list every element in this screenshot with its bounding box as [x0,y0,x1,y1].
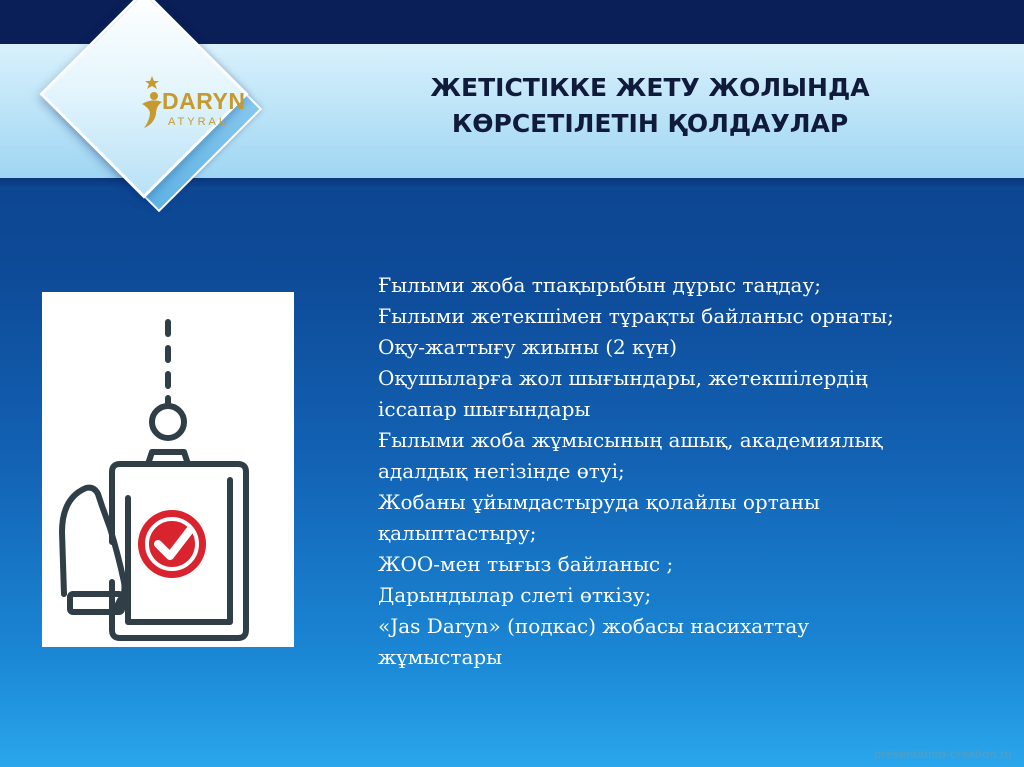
list-item: «Jas Daryn» (подкас) жобасы насихаттау [378,614,810,638]
daryn-logo [128,74,268,140]
list-item: Ғылыми жоба тпақырыбын дұрыс таңдау; [378,273,821,297]
list-item: Жобаны ұйымдастыруда қолайлы ортаны [378,490,820,514]
support-list [378,270,978,673]
clipboard-hand-icon [42,292,294,647]
list-item: адалдық негізінде өтуі; [378,459,625,483]
list-item: Дарындылар слеті өткізу; [378,583,652,607]
list-item: ЖОО-мен тығыз байланыс ; [378,552,674,576]
watermark: presentation-creation.ru [873,747,1012,761]
list-item: Ғылыми жоба жұмысының ашық, академиялық [378,428,883,452]
page-title [330,70,970,142]
list-item: Ғылыми жетекшімен тұрақты байланыс орнаты; [378,304,894,328]
list-item: Оқушыларға жол шығындары, жетекшілердің [378,366,868,390]
list-item: жұмыстары [378,645,503,669]
list-item: іссапар шығындары [378,397,591,421]
clipboard-illustration [42,292,294,647]
title-line-1: ЖЕТІСТІККЕ ЖЕТУ ЖОЛЫНДА [430,73,870,102]
list-item: Оқу-жаттығу жиыны (2 күн) [378,335,678,359]
logo-name: DARYN [162,88,246,114]
title-line-2: КӨРСЕТІЛЕТІН ҚОЛДАУЛАР [451,109,849,138]
logo-subtitle: ATYRAU [168,116,230,128]
list-item: қалыптастыру; [378,521,537,545]
